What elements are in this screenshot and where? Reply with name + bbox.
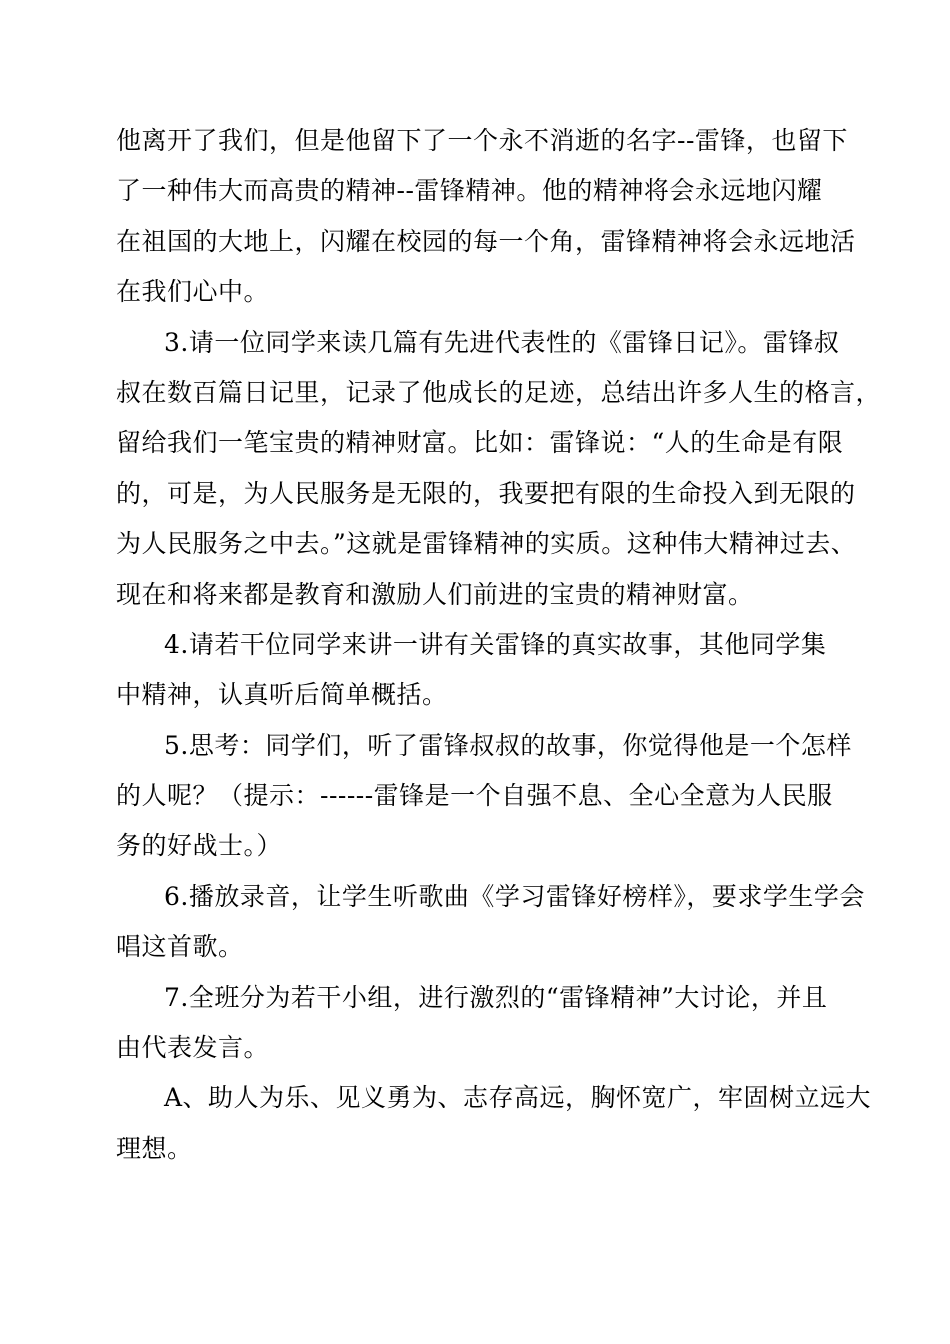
list-item-4: 4.请若干位同学来讲一讲有关雷锋的真实故事，其他同学集	[164, 630, 827, 659]
paragraph-line: 中精神，认真听后简单概括。	[116, 680, 448, 709]
paragraph-line: 叔在数百篇日记里，记录了他成长的足迹，总结出许多人生的格言，	[116, 378, 882, 407]
paragraph-line: 理想。	[116, 1134, 193, 1163]
list-item-7: 7.全班分为若干小组，进行激烈的“雷锋精神”大讨论，并且	[164, 983, 828, 1012]
paragraph-line: 在祖国的大地上，闪耀在校园的每一个角，雷锋精神将会永远地活	[116, 227, 856, 256]
paragraph-line: 在我们心中。	[116, 277, 270, 306]
paragraph-line: 现在和将来都是教育和激励人们前进的宝贵的精神财富。	[116, 580, 754, 609]
paragraph-line: 由代表发言。	[116, 1033, 270, 1062]
list-item-5: 5.思考：同学们，听了雷锋叔叔的故事，你觉得他是一个怎样	[164, 731, 852, 760]
paragraph-line: 了一种伟大而高贵的精神--雷锋精神。他的精神将会永远地闪耀	[116, 176, 823, 205]
paragraph-line: 他离开了我们，但是他留下了一个永不消逝的名字--雷锋，也留下	[116, 126, 848, 155]
paragraph-line: 留给我们一笔宝贵的精神财富。比如：雷锋说：“人的生命是有限	[116, 428, 844, 457]
list-item-6: 6.播放录音，让学生听歌曲《学习雷锋好榜样》，要求学生学会	[164, 882, 865, 911]
paragraph-line: 务的好战士。）	[116, 831, 283, 860]
paragraph-line: 的人呢？（提示：------雷锋是一个自强不息、全心全意为人民服	[116, 781, 833, 810]
list-item-a: A、助人为乐、见义勇为、志存高远，胸怀宽广，牢固树立远大	[164, 1083, 872, 1112]
paragraph-line: 的，可是，为人民服务是无限的，我要把有限的生命投入到无限的	[116, 479, 856, 508]
paragraph-line: 唱这首歌。	[116, 932, 244, 961]
paragraph-line: 为人民服务之中去。”这就是雷锋精神的实质。这种伟大精神过去、	[116, 529, 857, 558]
list-item-3: 3.请一位同学来读几篇有先进代表性的《雷锋日记》。雷锋叔	[164, 328, 840, 357]
